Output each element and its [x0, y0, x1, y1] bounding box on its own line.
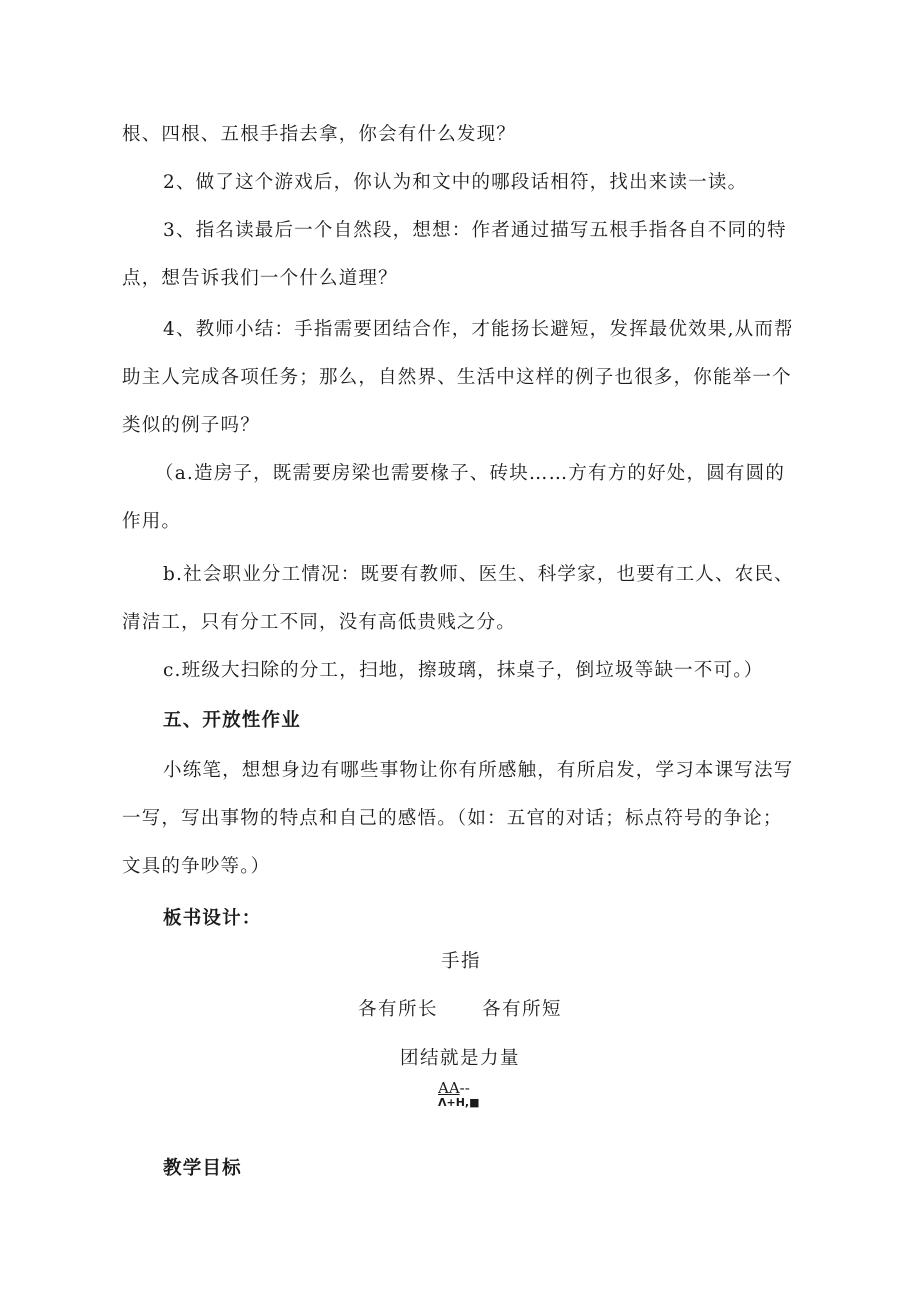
- ocr-artifact-formula: [438, 1080, 498, 1110]
- paragraph-line-8: （a.造房子，既需要房梁也需要椽子、砖块……方有方的好处，圆有圆的: [155, 463, 786, 484]
- paragraph-line-9: 作用。: [122, 511, 182, 532]
- board-design-title: 手指: [440, 951, 481, 972]
- artifact-top-dashes: --: [459, 1079, 470, 1097]
- board-design-conclusion: 团结就是力量: [399, 1048, 520, 1069]
- paragraph-line-2: 2、做了这个游戏后，你认为和文中的哪段话相符，找出来读一读。: [163, 172, 748, 193]
- paragraph-line-6: 助主人完成各项任务；那么，自然界、生活中这样的例子也很多，你能举一个: [122, 367, 792, 388]
- section-heading-open-homework: 五、开放性作业: [163, 710, 301, 731]
- board-design-left-phrase: 各有所长: [357, 999, 438, 1020]
- paragraph-line-1: 根、四根、五根手指去拿，你会有什么发现？: [122, 124, 517, 145]
- artifact-top-text: AA: [438, 1079, 460, 1097]
- paragraph-line-11: 清洁工，只有分工不同，没有高低贵贱之分。: [122, 612, 517, 633]
- paragraph-line-7: 类似的例子吗？: [122, 415, 260, 436]
- section-heading-teaching-goals: 教学目标: [163, 1158, 242, 1179]
- paragraph-line-15: 一写，写出事物的特点和自己的感悟。（如：五官的对话；标点符号的争论；: [122, 808, 783, 829]
- board-design-right-phrase: 各有所短: [482, 999, 563, 1020]
- paragraph-line-3: 3、指名读最后一个自然段，想想：作者通过描写五根手指各自不同的特: [163, 220, 787, 241]
- paragraph-line-4: 点，想告诉我们一个什么道理？: [122, 268, 398, 289]
- paragraph-line-12: c.班级大扫除的分工，扫地，擦玻璃，抹桌子，倒垃圾等缺一不可。）: [163, 660, 764, 681]
- paragraph-line-16: 文具的争吵等。）: [122, 856, 271, 877]
- section-heading-board-design: 板书设计：: [163, 908, 262, 929]
- paragraph-line-10: b.社会职业分工情况：既要有教师、医生、科学家，也要有工人、农民、: [163, 564, 794, 585]
- paragraph-line-5: 4、教师小结：手指需要团结合作，才能扬长避短，发挥最优效果,从而帮: [163, 319, 794, 340]
- paragraph-line-14: 小练笔，想想身边有哪些事物让你有所感触，有所启发，学习本课写法写: [163, 760, 794, 781]
- artifact-bottom-text: Λ+H,■: [438, 1096, 480, 1109]
- board-design-phrases: [0, 998, 920, 1022]
